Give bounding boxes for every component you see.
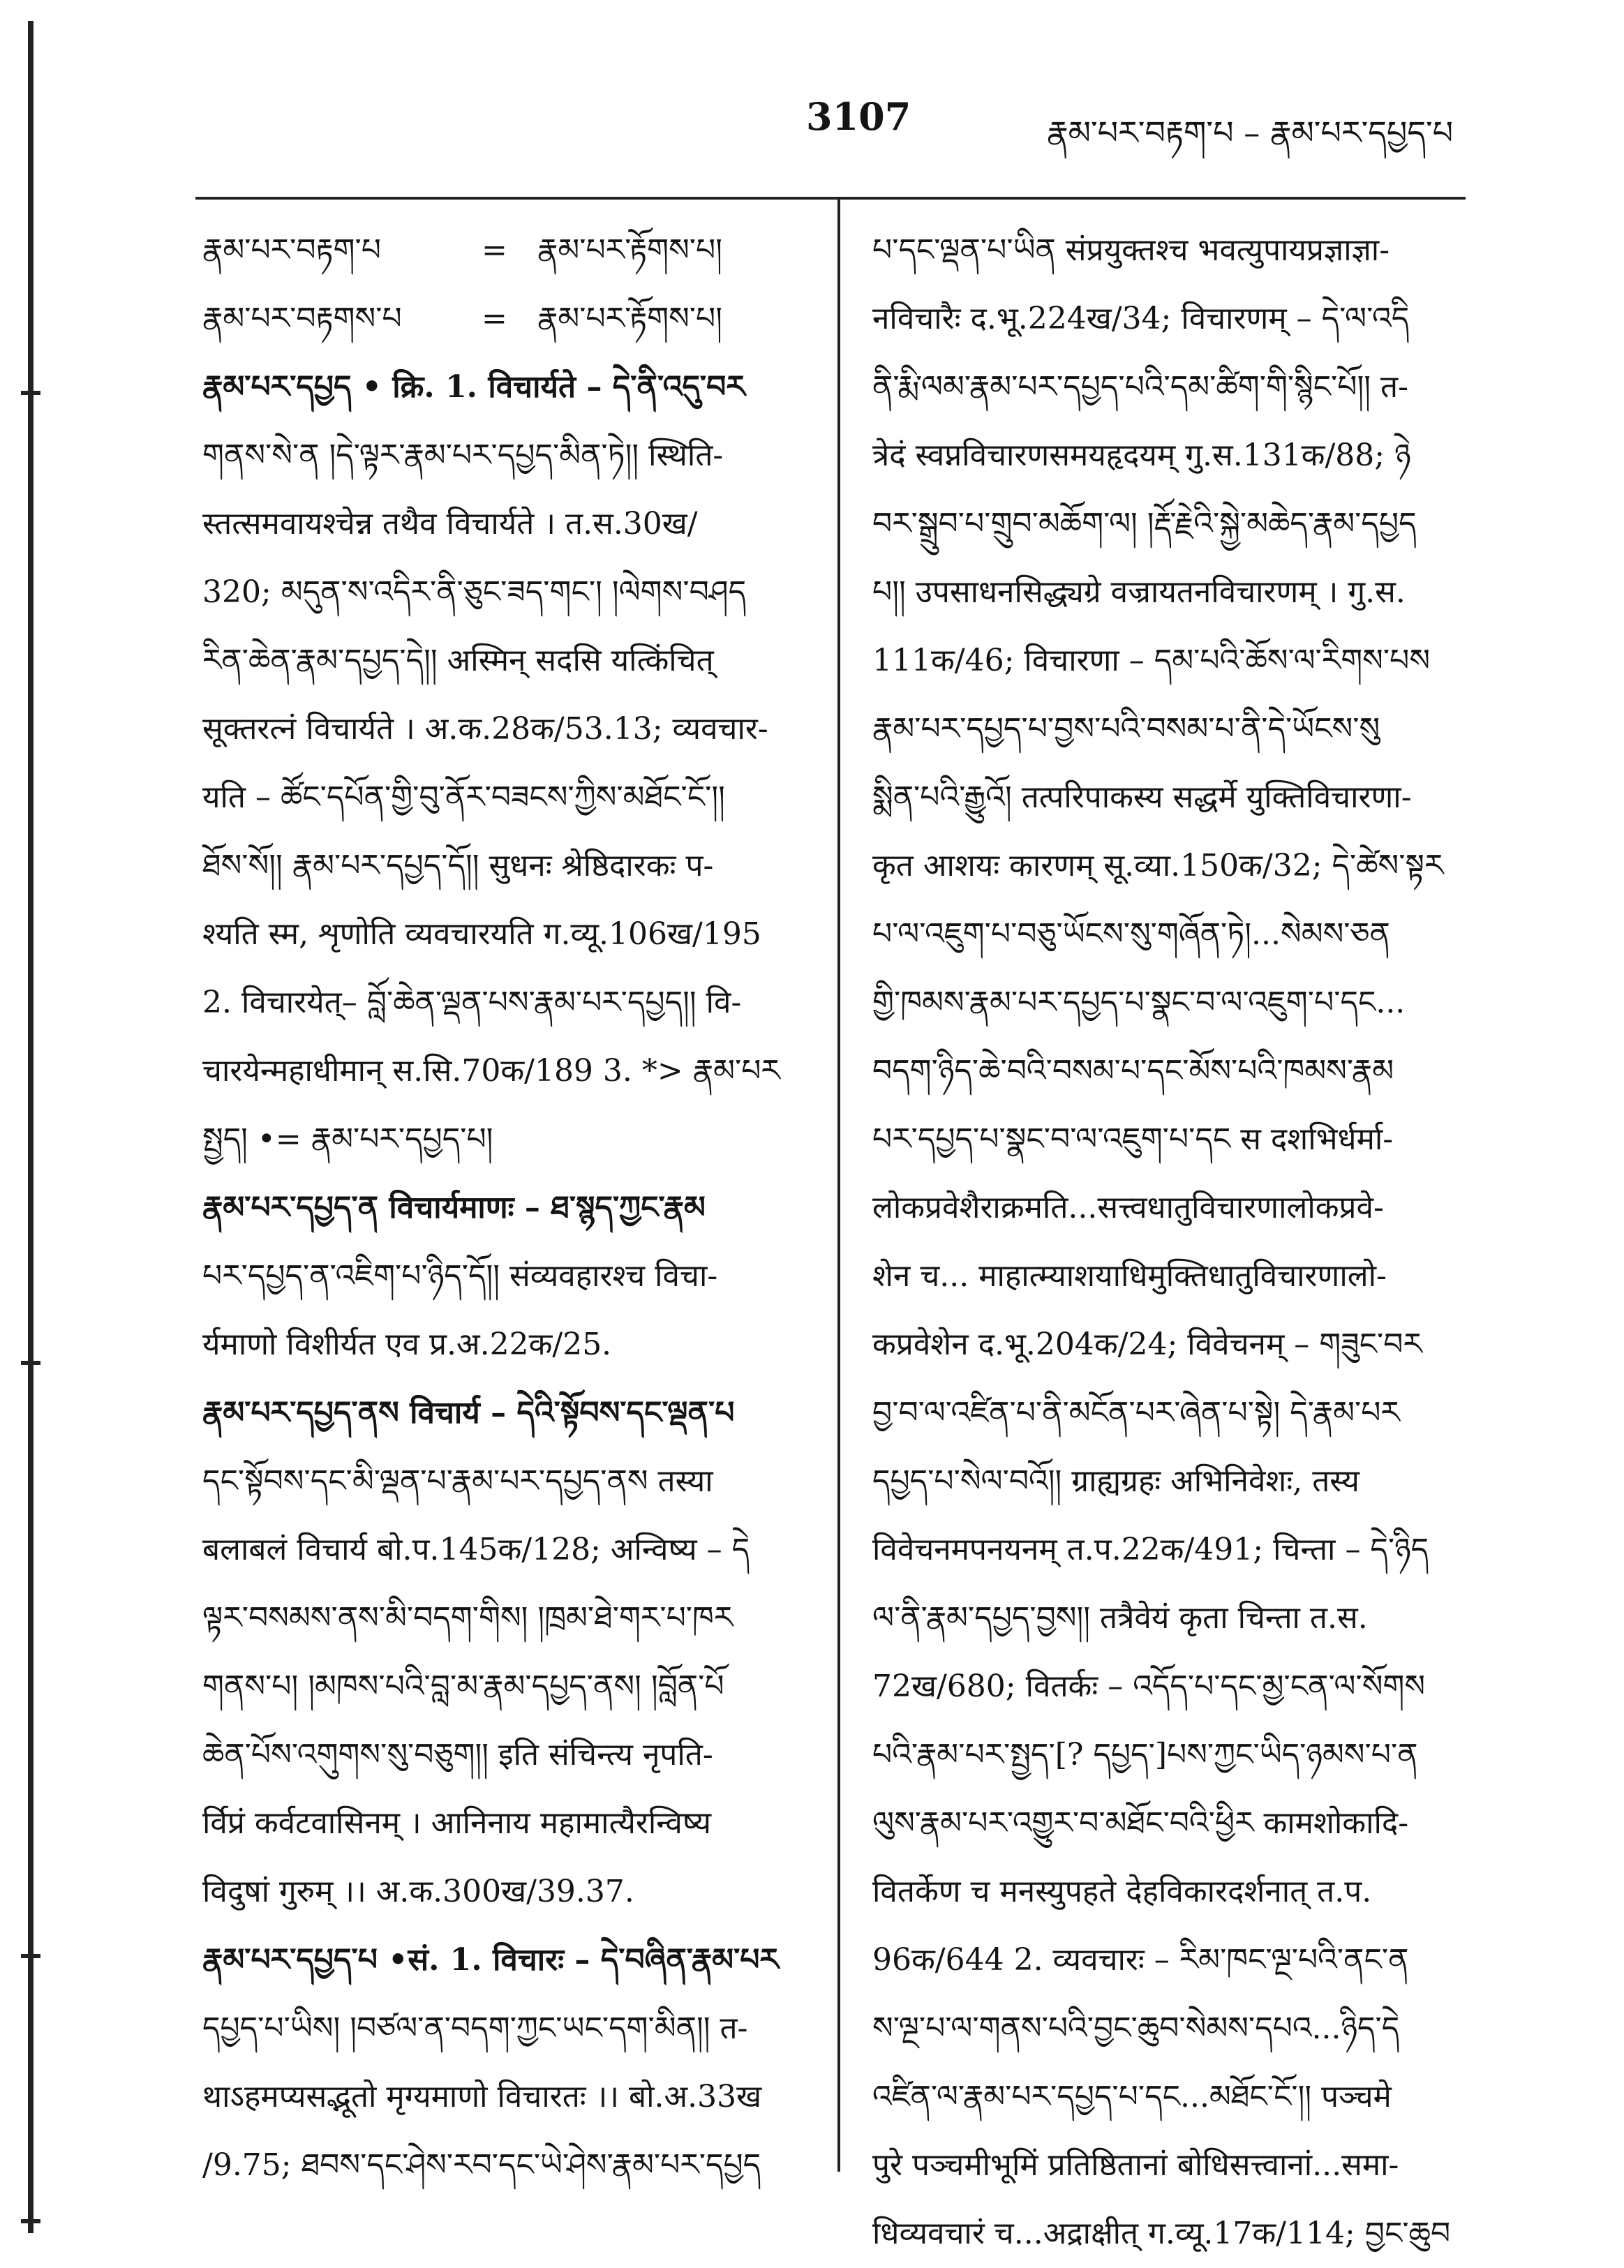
right-column [872, 216, 1473, 2268]
entry-line: 96क/644 2. व्यवचारः – རིམ་ཁང་ལྔ་པའི་ནང་ན [872, 1942, 1409, 1978]
entry-line: धिव्यवचारं च...अद्राक्षीत् ग.व्यू.17क/114; བྱང་ཆུབ [872, 2216, 1451, 2251]
entry-line: चारयेन्महाधीमान् स.सि.70क/189 3. *> རྣམ་པར [202, 1053, 780, 1089]
entry-line: གནས་པ། །མཁས་པའི་བླ་མ་རྣམ་དཔྱད་ནས། །བློན་པོ [202, 1669, 724, 1704]
cross-ref-target: རྣམ་པར་རྟོགས་པ། [537, 232, 723, 268]
entry-line: र्विप्रं कर्वटवासिनम् । आनिनाय महामात्यैरन्विष्य [202, 1805, 712, 1841]
cross-ref-equals: = [482, 232, 507, 268]
cross-ref-row [202, 216, 817, 285]
entry-line: གྱི་ཁམས་རྣམ་པར་དཔྱད་པ་སྣང་བ་ལ་འཇུག་པ་དང... [872, 985, 1406, 1020]
entry-line: སྤྱད། •= རྣམ་པར་དཔྱད་པ། [202, 1121, 493, 1157]
cross-ref-headword: རྣམ་པར་བརྟག་པ [202, 232, 381, 268]
entry-line: श्यति स्म, शृणोति व्यवचारयति ग.व्यू.106ख/195 [202, 916, 761, 952]
entry-line: དང་སྟོབས་དང་མི་ལྡན་པ་རྣམ་པར་དཔྱད་ནས तस्या [202, 1463, 713, 1499]
entry-line: རིན་ཆེན་རྣམ་དཔྱད་དེ།། अस्मिन् सदसि यत्किंचित् [202, 643, 714, 678]
dictionary-entry [202, 353, 817, 1174]
entry-line: पुरे पञ्चमीभूमिं प्रतिष्ठितानां बोधिसत्त्वानां...समा- [872, 2147, 1399, 2183]
entry-line: པ་ལ་འཇུག་པ་བཅུ་ཡོངས་སུ་གཞོན་ཏེ།...སེམས་ཅན [872, 916, 1390, 952]
entry-line: གནས་སེ་ན །དེ་ལྟར་རྣམ་པར་དཔྱད་མིན་ཏེ།། स्थिति- [202, 438, 724, 473]
entry-line: བར་སྒྲུབ་པ་གྲུབ་མཆོག་ལ། །རྡོ་རྗེའི་སྐྱེ་མཆེད་རྣམ་དཔྱད [872, 506, 1417, 542]
entry-line: བྱ་བ་ལ་འཛིན་པ་ནི་མངོན་པར་ཞེན་པ་སྟེ། དེ་རྣམ་པར [872, 1395, 1400, 1431]
entry-line: नविचारैः द.भू.224ख/34; विचारणम् – དེ་ལ་འདི [872, 301, 1410, 336]
entry-line: ནི་རྨི་ལམ་རྣམ་པར་དཔྱད་པའི་དམ་ཚིག་གི་སྙིང་པོ།། त- [872, 369, 1408, 405]
entry-line: འཛིན་ལ་རྣམ་པར་དཔྱད་པ་དང...མཐོང་ངོ་།། पञ्चमे [872, 2079, 1392, 2114]
entry-line: ཆེན་པོས་འགུགས་སུ་བཅུག།། इति संचिन्त्य नृपति- [202, 1737, 713, 1773]
column-divider [837, 197, 840, 2172]
entry-line: རྣམ་པར་དཔྱད་ན विचार्यमाणः – ཐ་སྙད་ཀྱང་རྣམ [202, 1190, 706, 1225]
cross-ref-headword: རྣམ་པར་བརྟགས་པ [202, 301, 402, 336]
entry-line: स्तत्समवायश्चेन्न तथैव विचार्यते । त.स.30ख/ [202, 506, 698, 542]
entry-line: 72ख/680; वितर्कः – འདོད་པ་དང་མྱ་ངན་ལ་སོགས [872, 1669, 1426, 1704]
entry-line: 111क/46; विचारणा – དམ་པའི་ཆོས་ལ་རིགས་པས [872, 643, 1431, 678]
entry-line: དཔྱད་པ་སེལ་བའོ།། ग्राह्यग्रहः अभिनिवेशः, तस्य [872, 1463, 1359, 1499]
entry-line: ཐོས་སོ།། རྣམ་པར་དཔྱད་དོ།། सुधनः श्रेष्ठिदारकः प- [202, 848, 714, 883]
entry-line: ལ་ནི་རྣམ་དཔྱད་བྱས།། तत्रैवेयं कृता चिन्ता त.स. [872, 1600, 1368, 1636]
entry-line: པའི་རྣམ་པར་སྤྱད་[? དཔྱད་]པས་ཀྱང་ཡིད་ཉམས་པ་ན [872, 1737, 1418, 1773]
cross-ref-target: རྣམ་པར་རྟོགས་པ། [537, 301, 723, 336]
entry-line: र्यमाणो विशीर्यत एव प्र.अ.22क/25. [202, 1327, 612, 1362]
cross-ref-equals: = [482, 301, 507, 336]
entry-line: པར་དཔྱད་པ་སྣང་བ་ལ་འཇུག་པ་དང स दशभिर्धर्मा- [872, 1121, 1394, 1157]
entry-line: པ་དང་ལྡན་པ་ཡིན संप्रयुक्तश्च भवत्युपायप्रज्ञाज्ञा- [872, 232, 1390, 268]
dictionary-entry [202, 1926, 817, 2200]
entry-line: སྨིན་པའི་རྒྱུའོ། तत्परिपाकस्य सद्धर्मे युक्तिविचारणा- [872, 779, 1412, 815]
header-rule [195, 197, 1466, 200]
entry-line: 320; མདུན་ས་འདིར་ནི་ཅུང་ཟད་གང་། །ལེགས་བཤད [202, 574, 747, 610]
entry-line: कप्रवेशेन द.भू.204क/24; विवेचनम् – གཟུང་བར [872, 1327, 1422, 1362]
running-head: རྣམ་པར་བརྟག་པ – རྣམ་པར་དཔྱད་པ [1047, 114, 1454, 151]
entry-line: རྣམ་པར་དཔྱད • क्रि. 1. विचार्यते – དེ་ནི་འདུ་བར [202, 369, 745, 405]
entry-line: /9.75; ཐབས་དང་ཤེས་རབ་དང་ཡེ་ཤེས་རྣམ་པར་དཔྱད [202, 2147, 761, 2183]
entry-line: विदुषां गुरुम् ।। अ.क.300ख/39.37. [202, 1874, 634, 1909]
page-number: 3107 [806, 94, 911, 139]
entry-line: རྣམ་པར་དཔྱད་པ •सं. 1. विचारः – དེ་བཞིན་རྣམ་པར [202, 1942, 779, 1978]
entry-line: लोकप्रवेशैराक्रमति...सत्त्वधातुविचारणालोकप्रवे- [872, 1190, 1384, 1225]
entry-line: यति – ཚོང་དཔོན་གྱི་བུ་ནོར་བཟངས་ཀྱིས་མཐོང་ངོ་།། [202, 779, 725, 815]
entry-line: थाऽहमप्यसद्भूतो मृग्यमाणो विचारतः ।। बो.अ.33ख [202, 2079, 762, 2114]
entry-line: ལུས་རྣམ་པར་འགྱུར་བ་མཐོང་བའི་ཕྱིར कामशोकादि- [872, 1805, 1409, 1841]
entry-line: 2. विचारयेत्– བློ་ཆེན་ལྡན་པས་རྣམ་པར་དཔྱད།། वि- [202, 985, 742, 1020]
entry-line: ལྟར་བསམས་ནས་མི་བདག་གིས། །ཁྲམ་ཐེ་གར་པ་ཁར [202, 1600, 733, 1636]
entry-line: वितर्केण च मनस्युपहते देहविकारदर्शनात् त.प. [872, 1874, 1372, 1909]
entry-line: त्रेदं स्वप्नविचारणसमयहृदयम् गु.स.131क/88; ཉེ [872, 438, 1411, 473]
cross-ref-row [202, 285, 817, 353]
binding-edge [28, 21, 33, 2233]
left-column [202, 216, 817, 2200]
entry-line: कृत आशयः कारणम् सू.व्या.150क/32; དེ་ཚེས་སྟར [872, 848, 1444, 883]
dictionary-entry [202, 1174, 817, 1379]
entry-line: ས་ལྔ་པ་ལ་གནས་པའི་བྱང་ཆུབ་སེམས་དཔའ...ཉིད་དེ [872, 2010, 1400, 2046]
binding-mark [21, 2219, 40, 2223]
binding-mark [21, 391, 40, 395]
entry-line: शेन च... माहात्म्याशयाधिमुक्तिधातुविचारणालो- [872, 1258, 1387, 1294]
entry-line: सूक्तरत्नं विचार्यते । अ.क.28क/53.13; व्यवचार- [202, 711, 768, 747]
entry-line: विवेचनमपनयनम् त.प.22क/491; चिन्ता – དེ་ཉིད [872, 1532, 1429, 1567]
binding-mark [21, 1361, 40, 1365]
dictionary-entry [202, 1379, 817, 1926]
entry-line: དཔྱད་པ་ཡིས། །བཙལ་ན་བདག་ཀྱང་ཡང་དག་མིན།། त- [202, 2010, 748, 2046]
binding-mark [21, 1954, 40, 1958]
entry-line: རྣམ་པར་དཔྱད་ནས विचार्य – དེའི་སྟོབས་དང་ལྡན་པ [202, 1395, 735, 1431]
entry-line: བདག་ཉིད་ཆེ་བའི་བསམ་པ་དང་མོས་པའི་ཁམས་རྣམ [872, 1053, 1394, 1089]
entry-line: རྣམ་པར་དཔྱད་པ་བྱས་པའི་བསམ་པ་ནི་དེ་ཡོངས་སུ [872, 711, 1380, 747]
entry-line: པར་དཔྱད་ན་འཇིག་པ་ཉིད་དོ།། संव्यवहारश्च विचा- [202, 1258, 718, 1294]
entry-line: बलाबलं विचार्य बो.प.145क/128; अन्विष्य – དེ [202, 1532, 750, 1567]
entry-line: པ།། उपसाधनसिद्ध्यग्रे वज्रायतनविचारणम् । गु.स. [872, 574, 1406, 610]
